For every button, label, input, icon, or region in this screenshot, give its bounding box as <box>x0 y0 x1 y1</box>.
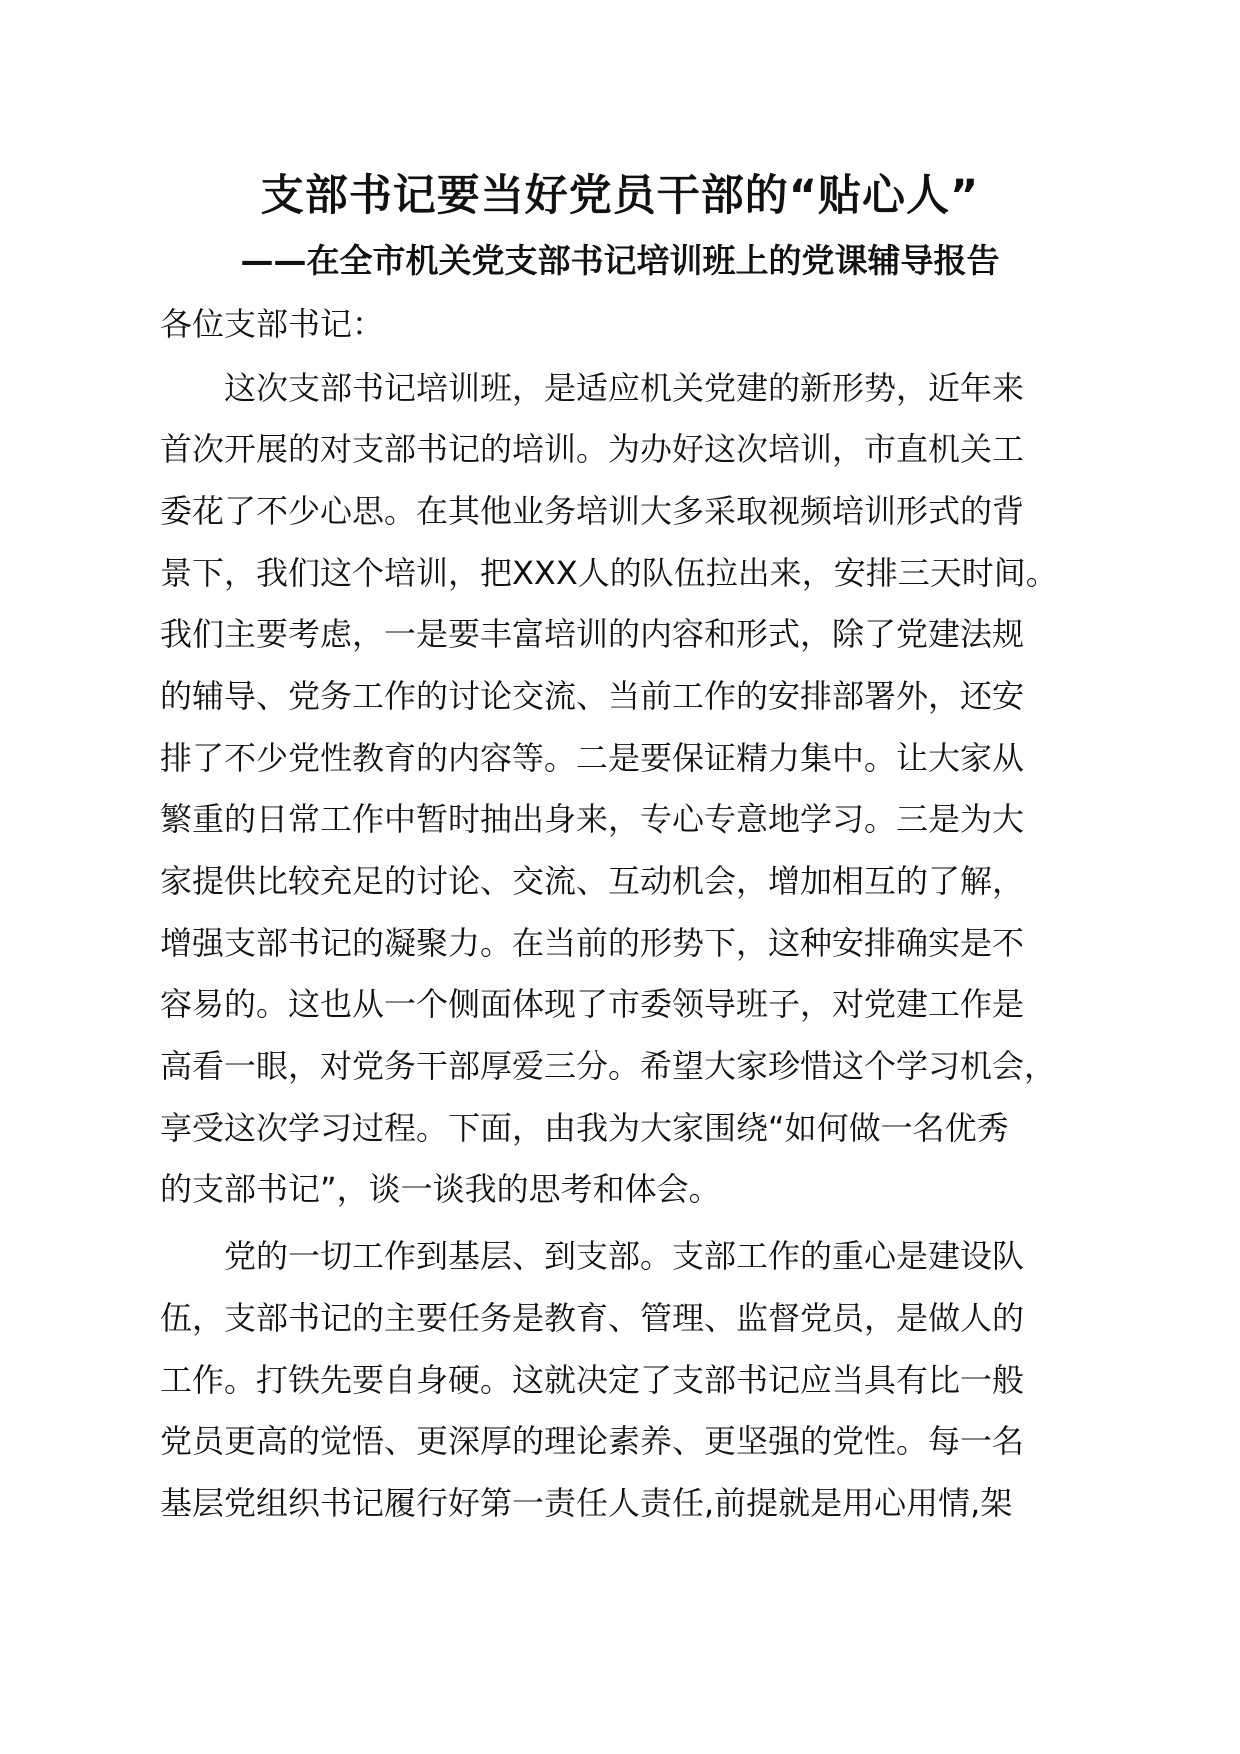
paragraph-line: 委花了不少心思。在其他业务培训大多采取视频培训形式的背 <box>160 492 1025 530</box>
document-subtitle: ——在全市机关党支部书记培训班上的党课辅导报告 <box>240 241 1000 280</box>
paragraph-line: 的支部书记”，谈一谈我的思考和体会。 <box>160 1170 721 1208</box>
paragraph-line: 繁重的日常工作中暂时抽出身来，专心专意地学习。三是为大 <box>160 800 1025 838</box>
paragraph-line: 排了不少党性教育的内容等。二是要保证精力集中。让大家从 <box>160 739 1025 777</box>
paragraph-line: 的辅导、党务工作的讨论交流、当前工作的安排部署外，还安 <box>160 677 1025 715</box>
salutation: 各位支部书记： <box>160 305 385 343</box>
paragraph-line: 景下，我们这个培训，把XXX人的队伍拉出来，安排三天时间。 <box>160 554 1058 592</box>
paragraph-line: 享受这次学习过程。下面，由我为大家围绕“如何做一名优秀 <box>160 1109 1009 1147</box>
paragraph-line: 增强支部书记的凝聚力。在当前的形势下，这种安排确实是不 <box>160 924 1025 962</box>
paragraph-line: 党员更高的觉悟、更深厚的理论素养、更坚强的党性。每一名 <box>160 1422 1025 1460</box>
document-title: 支部书记要当好党员干部的“贴心人” <box>260 171 980 221</box>
paragraph-line: 高看一眼，对党务干部厚爱三分。希望大家珍惜这个学习机会， <box>160 1047 1057 1085</box>
paragraph-line: 容易的。这也从一个侧面体现了市委领导班子，对党建工作是 <box>160 985 1025 1023</box>
paragraph-line: 家提供比较充足的讨论、交流、互动机会，增加相互的了解， <box>160 862 1025 900</box>
paragraph-line: 基层党组织书记履行好第一责任人责任,前提就是用心用情,架 <box>160 1484 1013 1522</box>
paragraph-line: 我们主要考虑，一是要丰富培训的内容和形式，除了党建法规 <box>160 615 1025 653</box>
paragraph-line: 伍，支部书记的主要任务是教育、管理、监督党员，是做人的 <box>160 1299 1025 1337</box>
paragraph-line: 党的一切工作到基层、到支部。支部工作的重心是建设队 <box>224 1237 1025 1275</box>
paragraph-line: 这次支部书记培训班，是适应机关党建的新形势，近年来 <box>224 369 1025 407</box>
paragraph-line: 工作。打铁先要自身硬。这就决定了支部书记应当具有比一般 <box>160 1361 1025 1399</box>
paragraph-line: 首次开展的对支部书记的培训。为办好这次培训，市直机关工 <box>160 430 1025 468</box>
